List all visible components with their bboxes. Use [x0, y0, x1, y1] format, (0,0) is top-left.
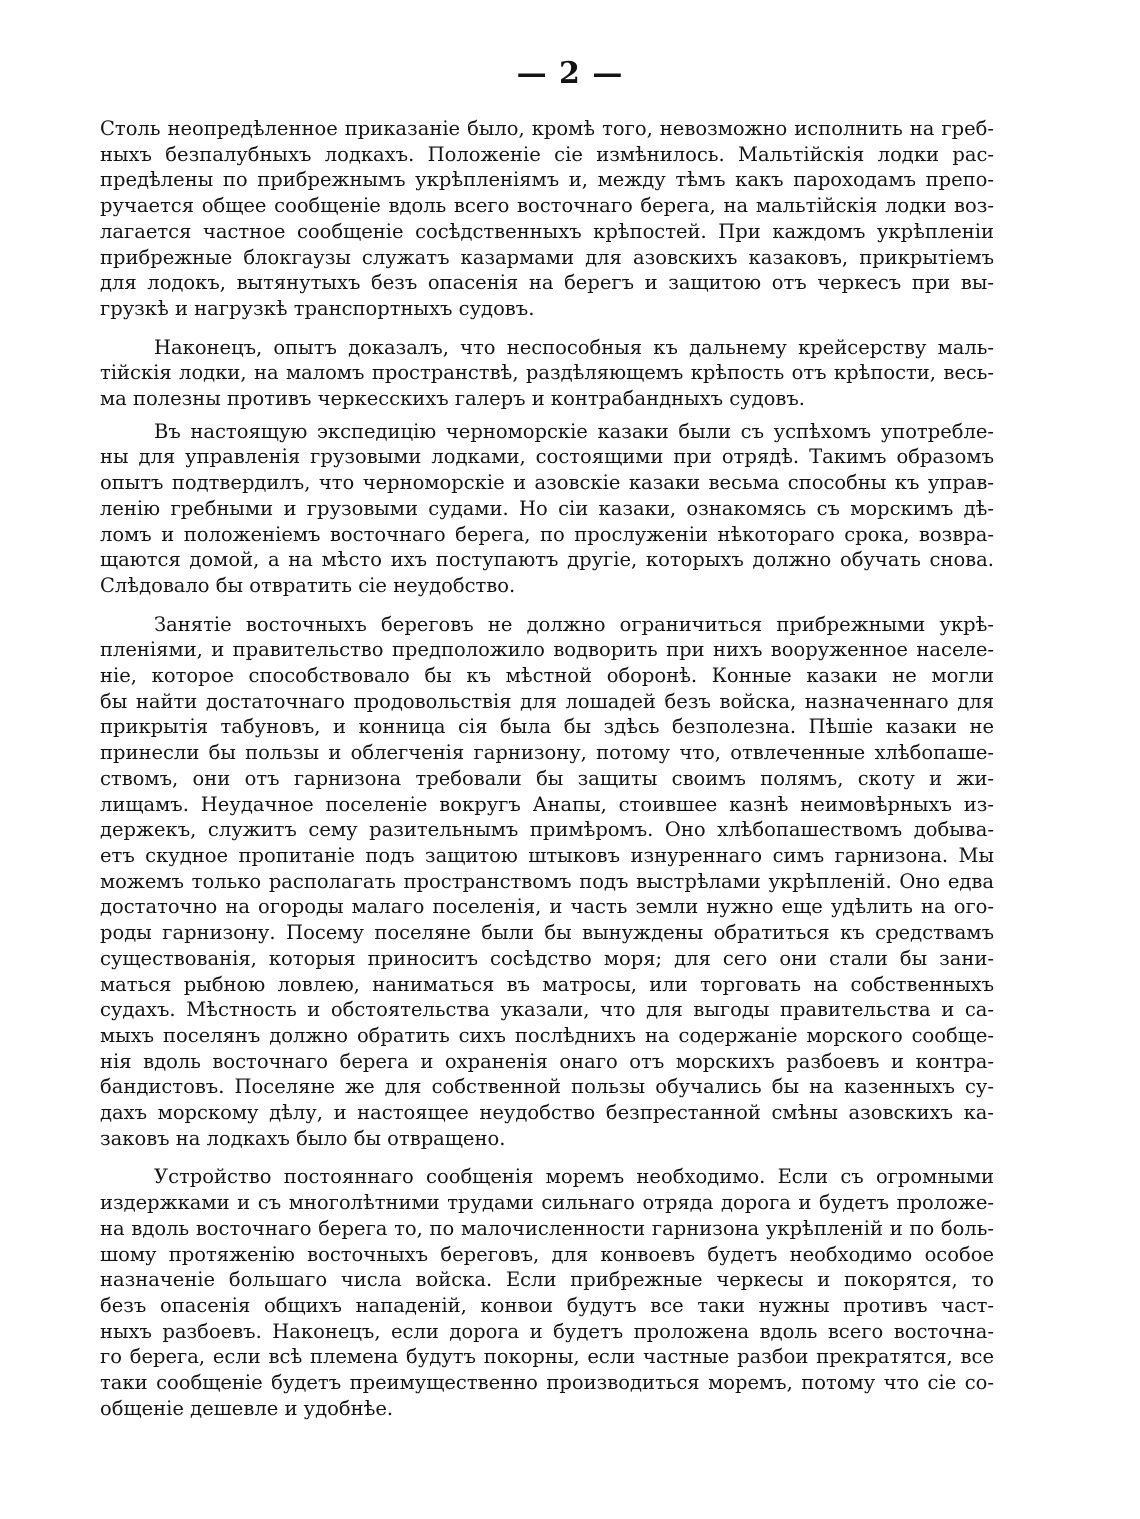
text-line: етъ скудное пропитаніе подъ защитою штыковъ изнуреннаго симъ гарнизона. Мы: [100, 843, 994, 867]
text-line-last: ма полезны противъ черкесскихъ галеръ и контрабандныхъ судовъ.: [100, 387, 805, 411]
text-line: маться рыбною ловлею, наниматься въ матросы, или торговать на собственныхъ: [100, 972, 994, 996]
text-line: безъ опасенія общихъ нападеній, конвои будутъ все таки нужны противъ част-: [100, 1293, 994, 1317]
text-line: Столь неопредѣленное приказаніе было, кромѣ того, невозможно исполнить на греб-: [100, 117, 994, 140]
text-line: Въ настоящую экспедицію черноморскіе казаки были съ успѣхомъ употребле-: [154, 419, 994, 443]
text-line: опытъ подтвердилъ, что черноморскіе и азовскіе казаки весьма способны къ управ-: [100, 471, 994, 495]
text-line: ныхъ безпалубныхъ лодкахъ. Положеніе сіе измѣнилось. Мальтійскія лодки рас-: [100, 142, 994, 166]
text-line: ручается общее сообщеніе вдоль всего восточнаго берега, на мальтійскія лодки воз-: [100, 194, 994, 218]
text-line: Наконецъ, опытъ доказалъ, что неспособныя къ дальнему крейсерству маль-: [154, 335, 994, 359]
text-line: ны для управленія грузовыми лодками, состоящими при отрядѣ. Такимъ образомъ: [100, 445, 994, 469]
text-line: Устройство постояннаго сообщенія моремъ необходимо. Если съ огромными: [154, 1165, 994, 1189]
page-number: — 2 —: [516, 56, 624, 91]
text-line: прибрежные блокгаузы служатъ казармами для азовскихъ казаковъ, прикрытіемъ: [100, 245, 994, 269]
text-line: ныхъ разбоевъ. Наконецъ, если дорога и будетъ проложена вдоль всего восточна-: [100, 1319, 994, 1343]
text-line: лагается частное сообщеніе сосѣдственныхъ крѣпостей. При каждомъ укрѣпленіи: [100, 219, 994, 243]
paragraph-5: [100, 1164, 994, 1421]
text-line: щаются домой, а на мѣсто ихъ поступаютъ другіе, которыхъ должно обучать снова.: [100, 548, 994, 572]
text-line: бандистовъ. Поселяне же для собственной пользы обучались бы на казенныхъ су-: [100, 1075, 994, 1099]
text-line: го берега, если всѣ племена будутъ покорны, если частные разбои прекратятся, все: [100, 1345, 994, 1369]
text-line: дахъ морскому дѣлу, и настоящее неудобство безпрестанной смѣны азовскихъ ка-: [100, 1101, 994, 1125]
text-line: на вдоль восточнаго берега то, по малочисленности гарнизона укрѣпленій и по боль-: [100, 1216, 994, 1240]
text-line: роды гарнизону. Посему поселяне были бы вынуждены обратиться къ средствамъ: [100, 921, 994, 945]
text-line-last: Слѣдовало бы отвратить сіе неудобство.: [100, 573, 516, 597]
text-line: шому протяженію восточныхъ береговъ, для конвоевъ будетъ необходимо особое: [100, 1242, 994, 1266]
paragraph-1: [100, 116, 994, 322]
text-line: издержками и съ многолѣтними трудами сильнаго отряда дорога и будетъ проложе-: [100, 1191, 994, 1215]
text-line: держекъ, служитъ сему разительнымъ примѣромъ. Оно хлѣбопашествомъ добыва-: [100, 818, 994, 842]
text-line: принесли бы пользы и облегченія гарнизону, потому что, отвлеченные хлѣбопаше-: [100, 741, 994, 765]
text-line-last: грузкѣ и нагрузкѣ транспортныхъ судовъ.: [100, 296, 535, 320]
paragraph-3: [100, 419, 994, 599]
text-line: ствомъ, они отъ гарнизона требовали бы защиты своимъ полямъ, скоту и жи-: [100, 766, 994, 790]
text-line: назначеніе большаго числа войска. Если прибрежные черкесы и покорятся, то: [100, 1268, 994, 1292]
text-line: для лодокъ, вытянутыхъ безъ опасенія на берегъ и защитою отъ черкесъ при вы-: [100, 271, 994, 295]
text-line: Занятіе восточныхъ береговъ не должно ограничиться прибрежными укрѣ-: [154, 612, 994, 636]
text-line: лищамъ. Неудачное поселеніе вокругъ Анапы, стоившее казнѣ неимовѣрныхъ из-: [100, 792, 994, 816]
text-line: судахъ. Мѣстность и обстоятельства указали, что для выгоды правительства и са-: [100, 998, 994, 1022]
text-line: ломъ и положеніемъ восточнаго берега, по прослуженіи нѣкотораго срока, возвра-: [100, 522, 994, 546]
paragraph-4: [100, 612, 994, 1152]
text-line: ленію гребными и грузовыми судами. Но сіи казаки, ознакомясь съ морскимъ дѣ-: [100, 496, 994, 520]
text-line: нія вдоль восточнаго берега и охраненія онаго отъ морскихъ разбоевъ и контра-: [100, 1049, 994, 1073]
text-line: существованія, которыя приноситъ сосѣдство моря; для сего они стали бы зани-: [100, 946, 994, 970]
text-line: бы найти достаточнаго продовольствія для лошадей безъ войска, назначеннаго для: [100, 689, 994, 713]
text-line: пленіями, и правительство предположило водворить при нихъ вооруженное населе-: [100, 638, 994, 662]
text-line: предѣлены по прибрежнымъ укрѣпленіямъ и, между тѣмъ какъ пароходамъ препо-: [100, 168, 994, 192]
text-line-last: общеніе дешевле и удобнѣе.: [100, 1396, 394, 1420]
text-line: таки сообщеніе будетъ преимущественно производиться моремъ, потому что сіе со-: [100, 1371, 994, 1395]
text-line: тійскія лодки, на маломъ пространствѣ, раздѣляющемъ крѣпость отъ крѣпости, весь-: [100, 361, 994, 385]
text-line: прикрытія табуновъ, и конница сія была бы здѣсь безполезна. Пѣшіе казаки не: [100, 715, 994, 739]
body-text: [100, 116, 994, 1421]
paragraph-2: [100, 335, 994, 412]
text-line: мыхъ поселянъ должно обратить сихъ послѣднихъ на содержаніе морского сообще-: [100, 1023, 994, 1047]
text-line: достаточно на огороды малаго поселенія, и часть земли нужно еще удѣлить на ого-: [100, 895, 994, 919]
text-line: ніе, которое способствовало бы къ мѣстной оборонѣ. Конные казаки не могли: [100, 664, 994, 688]
text-line: можемъ только располагать пространствомъ подъ выстрѣлами укрѣпленій. Оно едва: [100, 869, 994, 893]
text-line-last: заковъ на лодкахъ было бы отвращено.: [100, 1126, 506, 1150]
